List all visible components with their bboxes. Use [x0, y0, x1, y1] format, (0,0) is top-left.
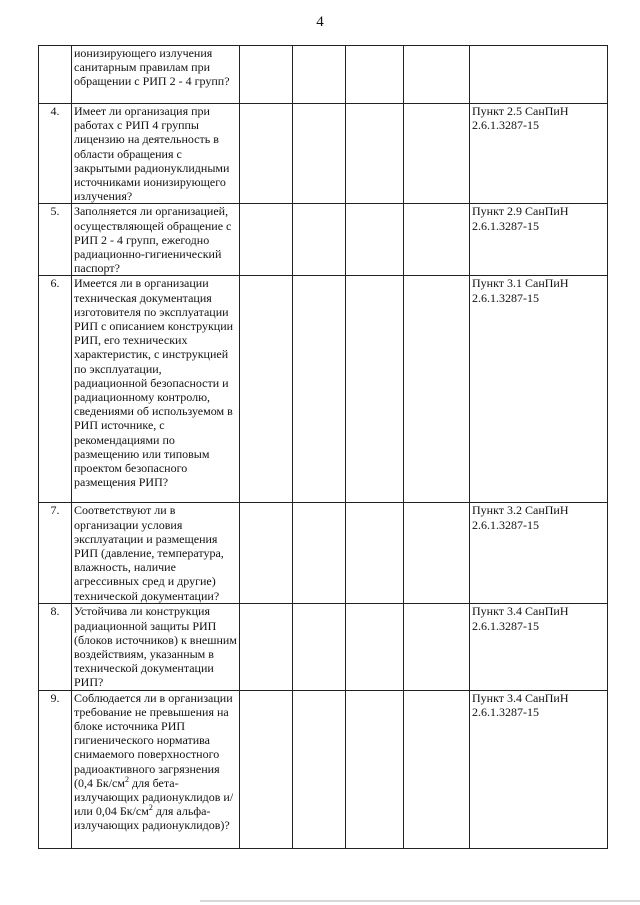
answer-cell-no[interactable] [293, 46, 346, 104]
legal-reference: Пункт 2.9 СанПиН 2.6.1.3287-15 [470, 204, 608, 276]
answer-cell-not-applicable[interactable] [346, 276, 404, 503]
table-row [39, 503, 608, 604]
question-text: Имеется ли в организации техническая документация изготовителя по эксплуатации РИП с описанием конструкции РИП, его технических характеристик, с инструкцией по эксплуатации, радиационной безопасности и радиационному контролю, сведениями об используемом в РИП источнике, с рекомендациями по размещению или типовым проектом безопасного размещения РИП? [72, 276, 240, 503]
answer-cell-not-applicable[interactable] [346, 104, 404, 204]
legal-reference: Пункт 2.5 СанПиН 2.6.1.3287-15 [470, 104, 608, 204]
answer-cell-note[interactable] [404, 104, 470, 204]
answer-cell-yes[interactable] [240, 276, 293, 503]
answer-cell-not-applicable[interactable] [346, 690, 404, 848]
answer-cell-note[interactable] [404, 503, 470, 604]
question-text: ионизирующего излучения санитарным правилам при обращении с РИП 2 - 4 групп? [72, 46, 240, 104]
answer-cell-no[interactable] [293, 276, 346, 503]
answer-cell-no[interactable] [293, 503, 346, 604]
superscript: 2 [124, 774, 129, 784]
legal-reference: Пункт 3.4 СанПиН 2.6.1.3287-15 [470, 604, 608, 690]
legal-reference: Пункт 3.2 СанПиН 2.6.1.3287-15 [470, 503, 608, 604]
answer-cell-no[interactable] [293, 604, 346, 690]
scan-edge-mark [200, 900, 640, 902]
question-text-part: для бета-излучающих радионуклидов и/или 0,04 Бк/см [74, 775, 234, 819]
answer-cell-note[interactable] [404, 276, 470, 503]
answer-cell-no[interactable] [293, 204, 346, 276]
answer-cell-note[interactable] [404, 204, 470, 276]
row-number [39, 46, 72, 104]
page-number: 4 [316, 14, 324, 30]
legal-reference: Пункт 3.1 СанПиН 2.6.1.3287-15 [470, 276, 608, 503]
table-row [39, 46, 608, 104]
answer-cell-not-applicable[interactable] [346, 204, 404, 276]
row-number: 8. [39, 604, 72, 690]
answer-cell-yes[interactable] [240, 104, 293, 204]
question-text: Соответствуют ли в организации условия эксплуатации и размещения РИП (давление, температура, влажность, наличие агрессивных сред и другие) технической документации? [72, 503, 240, 604]
row-number: 6. [39, 276, 72, 503]
table-row [39, 604, 608, 690]
checklist-table [38, 45, 608, 849]
answer-cell-yes[interactable] [240, 46, 293, 104]
question-text: Имеет ли организация при работах с РИП 4 группы лицензию на деятельность в области обращения с закрытыми радионуклидными источниками ионизирующего излучения? [72, 104, 240, 204]
answer-cell-yes[interactable] [240, 604, 293, 690]
answer-cell-note[interactable] [404, 604, 470, 690]
answer-cell-no[interactable] [293, 104, 346, 204]
answer-cell-yes[interactable] [240, 503, 293, 604]
question-text-part: для альфа-излучающих радионуклидов)? [74, 804, 230, 833]
superscript: 2 [148, 803, 153, 813]
table-row [39, 104, 608, 204]
row-number: 9. [39, 690, 72, 848]
legal-reference [470, 46, 608, 104]
question-text [72, 690, 240, 848]
question-text: Заполняется ли организацией, осуществляющей обращение с РИП 2 - 4 групп, ежегодно радиационно-гигиенический паспорт? [72, 204, 240, 276]
table-row [39, 276, 608, 503]
answer-cell-yes[interactable] [240, 204, 293, 276]
answer-cell-not-applicable[interactable] [346, 46, 404, 104]
answer-cell-no[interactable] [293, 690, 346, 848]
answer-cell-note[interactable] [404, 690, 470, 848]
row-number: 5. [39, 204, 72, 276]
question-text-part: Соблюдается ли в организации требование не превышения на блоке источника РИП гигиенического норматива снимаемого поверхностного радиоактивного загрязнения (0,4 Бк/см [74, 690, 233, 790]
row-number: 4. [39, 104, 72, 204]
answer-cell-note[interactable] [404, 46, 470, 104]
row-number: 7. [39, 503, 72, 604]
answer-cell-not-applicable[interactable] [346, 503, 404, 604]
legal-reference: Пункт 3.4 СанПиН 2.6.1.3287-15 [470, 690, 608, 848]
question-text: Устойчива ли конструкция радиационной защиты РИП (блоков источников) к внешним воздействиям, указанным в технической документации РИП? [72, 604, 240, 690]
table-row [39, 690, 608, 848]
answer-cell-yes[interactable] [240, 690, 293, 848]
table-row [39, 204, 608, 276]
answer-cell-not-applicable[interactable] [346, 604, 404, 690]
